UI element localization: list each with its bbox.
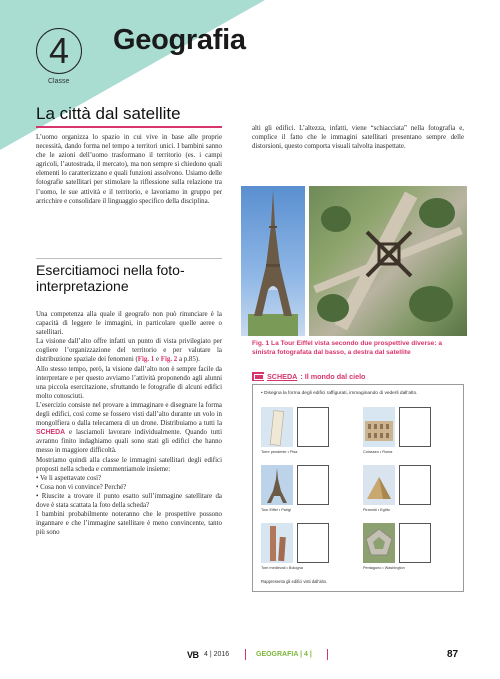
paragraph-5: Mostriamo quindi alla classe le immagini satellitari degli edifici proposti nella scheda e commentiamole insieme: xyxy=(36,456,222,473)
footer-section: GEOGRAFIA | 4 | xyxy=(256,651,312,658)
paragraph-2 xyxy=(36,337,222,364)
pyramid-icon xyxy=(363,465,395,505)
drawing-box[interactable] xyxy=(399,465,431,505)
paragraph-6: I bambini probabilmente noteranno che le prospettive possono ingannare e che l’immagine satellitare è meno convincente, tanto più sono xyxy=(36,511,222,537)
p4-text-a: L’esercizio consiste nel provare a immaginare e disegnare la forma degli edifici, così come se fossero visti dall’alto durante un volo in mongolfiera o dalla telecamera di un drone. Distribuiamo a tutti la xyxy=(36,401,222,428)
eiffel-tower-icon xyxy=(261,465,293,505)
title-rule xyxy=(36,126,222,128)
worksheet-preview xyxy=(252,384,464,592)
drawing-box[interactable] xyxy=(297,465,329,505)
item-label: Tour Eiffel • Parigi xyxy=(261,508,291,512)
issue-number: 4 | 2016 xyxy=(204,651,230,658)
aerial-trees xyxy=(317,294,349,322)
class-number: 4 xyxy=(48,30,70,71)
p4-text-b: e lasciamoli lavorare individualmente. Quando tutti avranno finito indaghiamo quali sono stati gli edifici che hanno messo in maggiore difficoltà. xyxy=(36,429,222,455)
eiffel-ground-photo xyxy=(241,186,305,336)
intro-paragraph: L’uomo organizza lo spazio in cui vive in base alle proprie necessità, dando forma nel tempo a territori unici. I bambini sanno che le azioni dell’uomo trasformano il territorio (es. i campi agricoli, l’autostrada, il mercato), ma non sempre si chiedono quali elementi lo caratterizzano e quali funzioni assolvono. Usiamo delle fotografie satellitari per stimolare la riflessione sulla relazione tra l’uomo, le sue attività e il territorio, e lavoriamo in gruppo per arricchire e consolidare il linguaggio specifico della disciplina. xyxy=(36,134,222,205)
article-title: La città dal satellite xyxy=(36,104,181,123)
aerial-trees xyxy=(409,286,453,322)
class-label: Classe xyxy=(48,78,70,85)
scheda-title: : Il mondo dal cielo xyxy=(300,372,366,381)
fig1-reference[interactable]: Fig. 1 xyxy=(137,356,155,364)
aerial-trees xyxy=(321,206,351,232)
drawing-box[interactable] xyxy=(297,407,329,447)
magazine-logo: VB xyxy=(187,650,199,660)
paragraph-3: Allo stesso tempo, però, la visione dall’alto non è sempre facile da interpretare e per questo avviamo l’attività proponendo agli alunni una piccola esercitazione, sfruttando le fotografie di alcuni edifici molto conosciuti. xyxy=(36,365,222,400)
item-label: Piramidi • Egitto xyxy=(363,508,390,512)
paragraph-4 xyxy=(36,401,222,456)
pisa-tower-icon xyxy=(261,407,293,447)
section-heading-text: Esercitiamoci nella foto-interpretazione xyxy=(36,262,185,294)
drawing-box[interactable] xyxy=(399,407,431,447)
bullet-1: • Ve li aspettavate così? xyxy=(36,474,102,482)
drawing-box[interactable] xyxy=(297,523,329,563)
right-column-paragraph: alti gli edifici. L’altezza, infatti, viene “schiacciata” nella fotografia e, complice il fatto che le immagini satellitari presentano sempre delle distorsioni, questo comporta visuali talvolta inaspettate. xyxy=(252,125,464,151)
worksheet-instructions: • Disegna la forma degli edifici raffigurati, immaginando di vederli dall’alto. xyxy=(261,391,418,396)
page-footer xyxy=(0,645,500,665)
figure-caption: Fig. 1 La Tour Eiffel vista secondo due prospettive diverse: a sinistra fotografata dal basso, a destra dal satellite xyxy=(252,340,443,356)
drawing-box[interactable] xyxy=(399,523,431,563)
p2-text-b: a p.85). xyxy=(177,356,200,364)
p2-text-a: La visione dall’alto offre infatti un punto di vista privilegiato per cogliere l’organizzazione del territorio e per valutare la distribuzione spaziale dei fenomeni ( xyxy=(36,338,222,364)
footer-divider xyxy=(245,649,246,660)
section-body xyxy=(36,310,222,537)
item-label: Torri medievali • Bologna xyxy=(261,566,303,570)
bullet-2: • Cosa non vi convince? Perché? xyxy=(36,483,127,491)
p2-and: e xyxy=(154,356,161,364)
section-title: Geografia xyxy=(113,24,246,56)
scheda-heading[interactable] xyxy=(252,372,365,381)
item-label: Colosseo • Roma xyxy=(363,450,393,454)
scheda-reference[interactable]: SCHEDA xyxy=(36,429,66,437)
eiffel-tower-icon xyxy=(248,186,298,336)
class-number-badge xyxy=(36,28,82,74)
worksheet-footer: Rappresenta gli edifici visti dall’alto. xyxy=(261,579,328,584)
corner-decoration xyxy=(0,0,265,150)
bologna-towers-icon xyxy=(261,523,293,563)
fig2-reference[interactable]: Fig. 2 xyxy=(160,356,178,364)
paragraph-1: Una competenza alla quale il geografo non può rinunciare è la capacità di leggere le immagini, in particolare quelle aeree o satellitari. xyxy=(36,311,222,337)
worksheet-icon xyxy=(252,372,264,381)
item-label: Pentagono • Washington xyxy=(363,566,405,570)
aerial-trees xyxy=(419,198,455,228)
pentagon-icon xyxy=(363,523,395,563)
item-label: Torre pendente • Pisa xyxy=(261,450,298,454)
scheda-link[interactable]: SCHEDA xyxy=(267,372,298,381)
footer-divider xyxy=(327,649,328,660)
eiffel-satellite-photo xyxy=(309,186,467,336)
eiffel-top-view-icon xyxy=(361,226,417,282)
colosseum-icon xyxy=(363,407,395,447)
section-rule xyxy=(36,258,222,259)
section-heading xyxy=(36,262,222,294)
page-number: 87 xyxy=(447,649,459,660)
bullet-3: • Riuscite a trovare il punto esatto sull’immagine satellitare da dove è stata scattata la foto della scheda? xyxy=(36,492,222,509)
